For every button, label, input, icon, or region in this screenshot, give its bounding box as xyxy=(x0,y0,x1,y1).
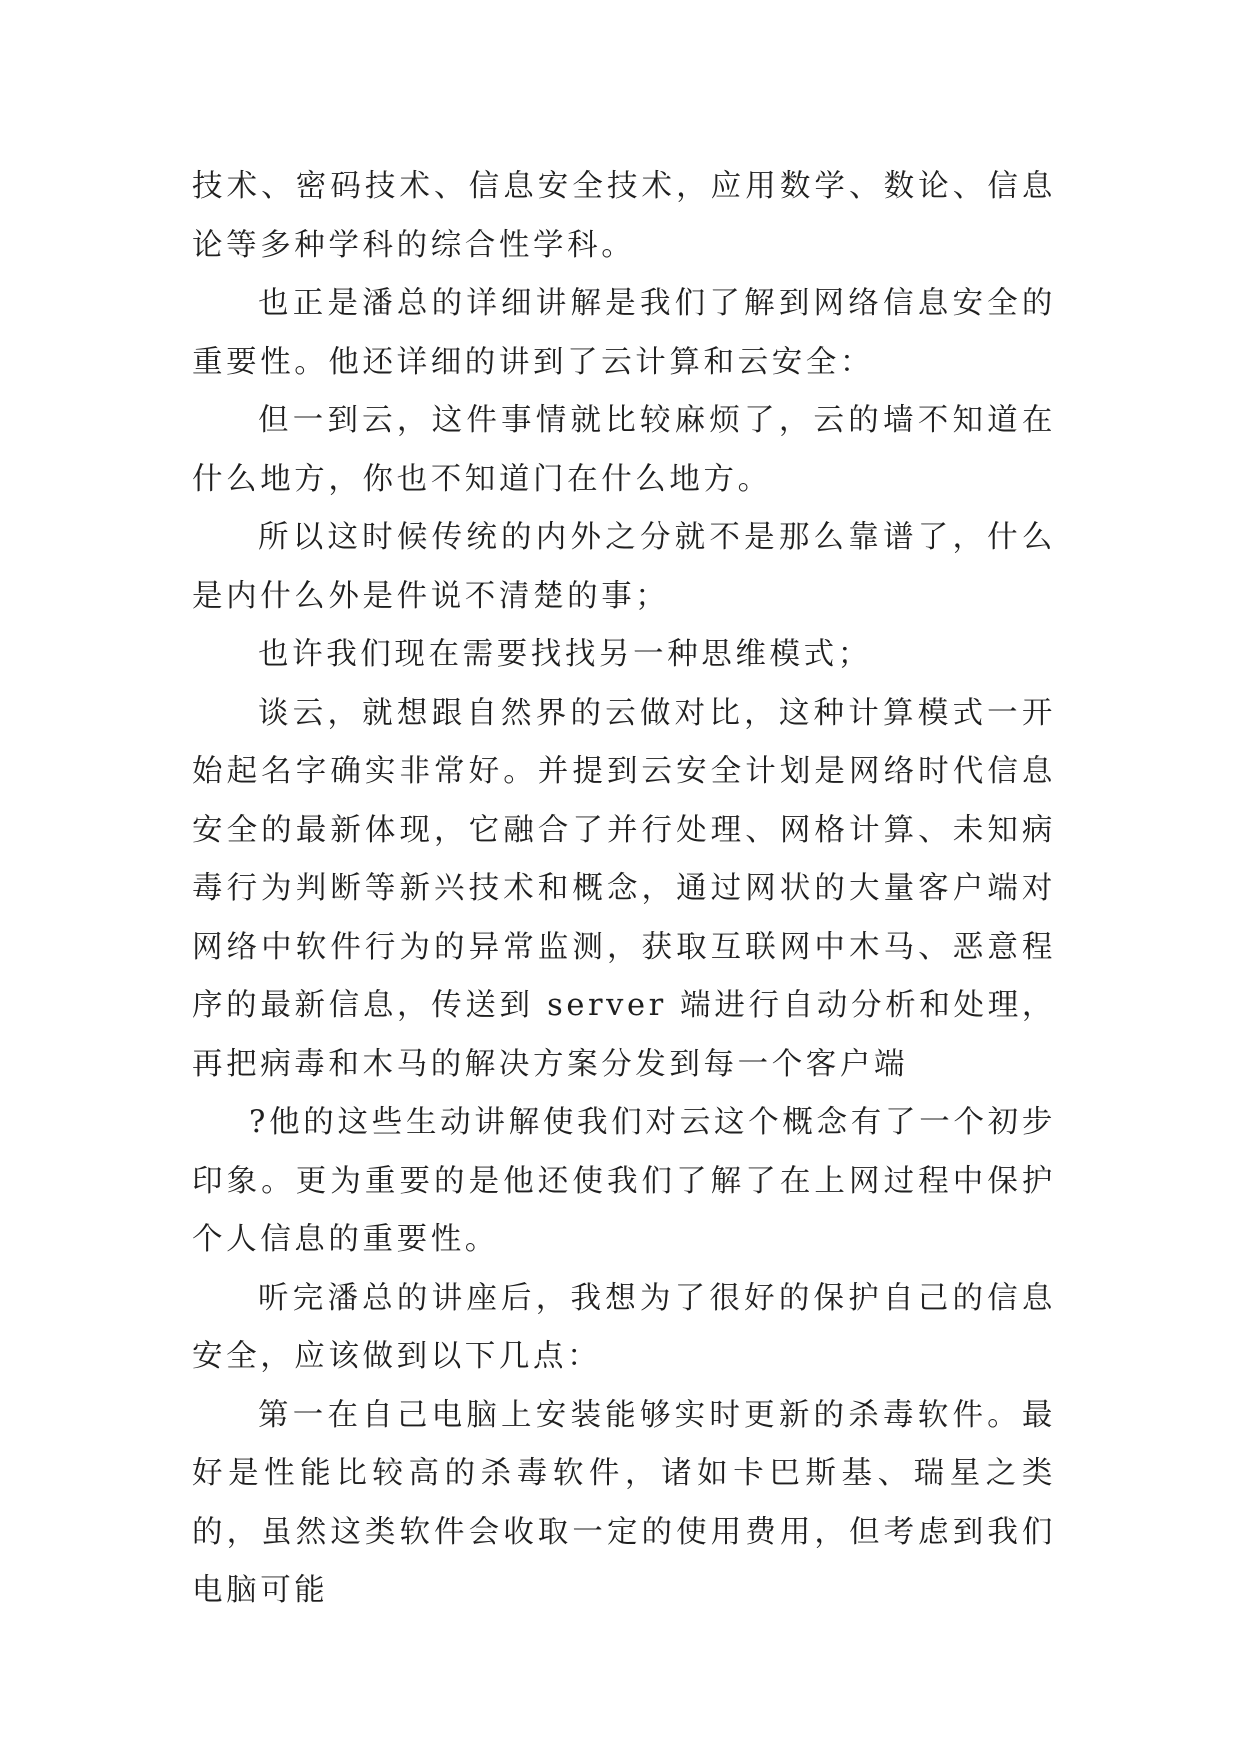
paragraph-3: 但一到云，这件事情就比较麻烦了，云的墙不知道在什么地方，你也不知道门在什么地方。 xyxy=(192,403,1056,497)
paragraph-5: 也许我们现在需要找找另一种思维模式； xyxy=(258,637,872,672)
paragraph-6: 谈云，就想跟自然界的云做对比，这种计算模式一开始起名字确实非常好。并提到云安全计划是网络时代信息安全的最新体现，它融合了并行处理、网格计算、未知病毒行为判断等新兴技术和概念，通过网状的大量客户端对网络中软件行为的异常监测，获取互联网中木马、恶意程序的最新信息，传送到 server 端进行自动分析和处理，再把病毒和木马的解决方案分发到每一个客户端 xyxy=(192,695,1056,1082)
body-text xyxy=(192,158,1056,1621)
paragraph-2: 也正是潘总的详细讲解是我们了解到网络信息安全的重要性。他还详细的讲到了云计算和云安全： xyxy=(192,286,1056,380)
paragraph-9: 第一在自己电脑上安装能够实时更新的杀毒软件。最好是性能比较高的杀毒软件，诸如卡巴斯基、瑞星之类的，虽然这类软件会收取一定的使用费用，但考虑到我们电脑可能 xyxy=(192,1397,1056,1608)
paragraph-1: 技术、密码技术、信息安全技术，应用数学、数论、信息论等多种学科的综合性学科。 xyxy=(192,169,1056,263)
paragraph-4: 所以这时候传统的内外之分就不是那么靠谱了，什么是内什么外是件说不清楚的事； xyxy=(192,520,1056,614)
paragraph-7: ?他的这些生动讲解使我们对云这个概念有了一个初步印象。更为重要的是他还使我们了解了在上网过程中保护个人信息的重要性。 xyxy=(192,1105,1056,1257)
paragraph-8: 听完潘总的讲座后，我想为了很好的保护自己的信息安全，应该做到以下几点： xyxy=(192,1280,1056,1374)
